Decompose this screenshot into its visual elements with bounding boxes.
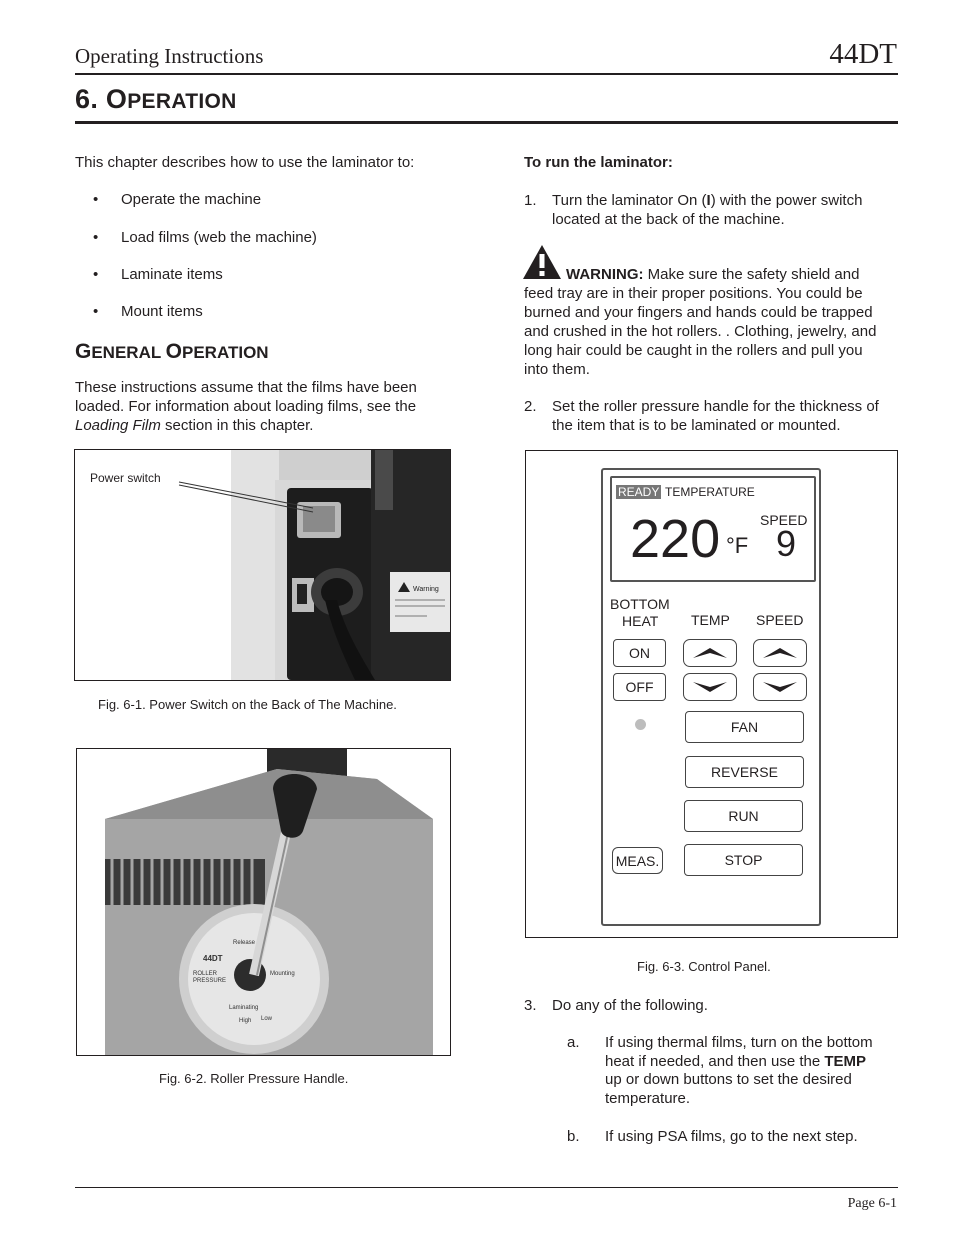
list-item: • Mount items: [93, 303, 203, 320]
speed-up-button[interactable]: [753, 639, 807, 667]
step-number: 1.: [524, 192, 537, 209]
chevron-down-icon: [754, 674, 806, 700]
list-item: • Operate the machine: [93, 191, 262, 208]
temp-down-button[interactable]: [683, 673, 737, 701]
running-header-left: Operating Instructions: [75, 44, 264, 68]
intro-text: This chapter describes how to use the laminator to:: [75, 154, 415, 171]
stop-button[interactable]: STOP: [684, 844, 803, 876]
warning-line: burned and your fingers and hands could be trapped: [524, 304, 873, 321]
substep-text: If using PSA films, go to the next step.: [605, 1128, 858, 1145]
figure-caption: Fig. 6-1. Power Switch on the Back of The Machine.: [98, 697, 397, 712]
temp-column-label: TEMP: [691, 612, 730, 628]
header-rule: [75, 73, 898, 75]
callout-label: Power switch: [90, 471, 161, 485]
fan-button[interactable]: FAN: [685, 711, 804, 743]
list-item: • Load films (web the machine): [93, 229, 317, 246]
step-text: Set the roller pressure handle for the thickness of: [552, 398, 879, 415]
heat-on-button[interactable]: ON: [613, 639, 666, 667]
running-header-right: 44DT: [829, 38, 897, 70]
substep-letter: a.: [567, 1034, 580, 1051]
bottom-heat-label: BOTTOM: [610, 596, 670, 612]
warning-line: and crushed in the hot rollers. . Clothing, jewelry, and: [524, 323, 877, 340]
chapter-title: 6. OPERATION: [75, 84, 237, 114]
step-text: the item that is to be laminated or mounted.: [552, 417, 841, 434]
svg-text:Warning: Warning: [413, 586, 439, 593]
substep-text: heat if needed, and then use the TEMP: [605, 1053, 867, 1070]
step-number: 2.: [524, 398, 537, 415]
procedure-heading: To run the laminator:: [524, 154, 673, 171]
warning-line: into them.: [524, 361, 590, 378]
figure-caption: Fig. 6-3. Control Panel.: [637, 959, 771, 974]
chapter-rule: [75, 121, 898, 124]
warning-line: feed tray are in their proper positions. You could be: [524, 285, 863, 302]
run-button[interactable]: RUN: [684, 800, 803, 832]
list-item: • Laminate items: [93, 266, 223, 283]
svg-text:44DT: 44DT: [203, 954, 223, 963]
temperature-unit: °F: [726, 533, 749, 558]
page-number: Page 6-1: [847, 1196, 897, 1211]
step-text: located at the back of the machine.: [552, 211, 785, 228]
substep-text: If using thermal films, turn on the bottom: [605, 1034, 873, 1051]
reverse-button[interactable]: REVERSE: [685, 756, 804, 788]
substep-letter: b.: [567, 1128, 580, 1145]
chevron-up-icon: [684, 640, 736, 666]
step-text: Turn the laminator On (I) with the power switch: [552, 192, 863, 209]
status-led: [635, 719, 646, 730]
para-line: Loading Film section in this chapter.: [75, 417, 314, 434]
svg-text:Laminating: Laminating: [229, 1005, 259, 1011]
bottom-heat-label: HEAT: [622, 613, 659, 629]
footer-rule: [75, 1187, 898, 1188]
speed-display-label: SPEED: [760, 512, 808, 528]
svg-text:PRESSURE: PRESSURE: [193, 978, 227, 984]
warning-line: long hair could be caught in the rollers and pull you: [524, 342, 863, 359]
speed-down-button[interactable]: [753, 673, 807, 701]
figure-caption: Fig. 6-2. Roller Pressure Handle.: [159, 1071, 349, 1086]
heat-off-button[interactable]: OFF: [613, 673, 666, 701]
svg-text:Mounting: Mounting: [270, 971, 295, 977]
chevron-up-icon: [754, 640, 806, 666]
roller-handle-photo: [77, 749, 450, 1055]
substep-text: up or down buttons to set the desired: [605, 1071, 852, 1088]
ready-indicator: READY: [618, 485, 660, 499]
temperature-label: TEMPERATURE: [665, 485, 755, 499]
speed-value: 9: [776, 523, 797, 564]
svg-text:High: High: [239, 1018, 252, 1024]
section-heading: GENERAL OPERATION: [75, 340, 269, 363]
figure-roller-handle: [76, 748, 451, 1056]
svg-text:Low: Low: [261, 1016, 273, 1022]
para-line: loaded. For information about loading films, see the: [75, 398, 417, 415]
chevron-down-icon: [684, 674, 736, 700]
step-number: 3.: [524, 997, 537, 1014]
warning-icon: [522, 244, 562, 280]
step-text: Do any of the following.: [552, 997, 708, 1014]
svg-text:ROLLER: ROLLER: [193, 971, 218, 977]
figure-power-switch: [74, 449, 451, 681]
warning-line: WARNING: Make sure the safety shield and: [566, 266, 860, 283]
temp-up-button[interactable]: [683, 639, 737, 667]
temperature-value: 220: [630, 509, 721, 569]
speed-column-label: SPEED: [756, 612, 804, 628]
substep-text: temperature.: [605, 1090, 691, 1107]
para-line: These instructions assume that the films have been: [75, 379, 417, 396]
meas-button[interactable]: MEAS.: [612, 847, 663, 874]
svg-text:Release: Release: [233, 940, 256, 946]
